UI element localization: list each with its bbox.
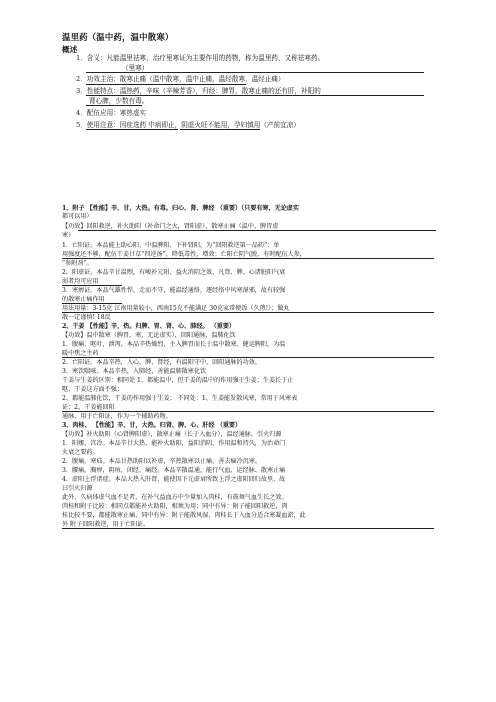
- text-underline: [62, 357, 434, 358]
- text-underline: [62, 312, 434, 313]
- overview-underline: [86, 84, 246, 85]
- text-line: 2．阳虚证。本品辛甘温煦，有峻补元阳、益火消阴之效，凡肾、脾、心诸脏阳气衰: [62, 269, 286, 276]
- text-line: 干姜与生姜的区别：相同处 1、都能温中，但干姜的温中的作用强于生姜；生姜长于止: [62, 377, 294, 384]
- text-line: 寒）: [62, 232, 75, 239]
- text-line: “参附剂”。: [62, 260, 93, 267]
- text-line: 3、肉桂、 【性能】辛、甘，大热。归肾、脾、心、肝经 （重要）: [62, 422, 242, 429]
- text-line: 3．寒饮喘咳。本品辛热，入肺经，善能温肺散寒化饮: [62, 368, 207, 375]
- page-title: 温里药（温中药，温中散寒）: [62, 32, 174, 42]
- text-line: 1．阳痿，宫冷。本品辛甘大热，能补火助阳，益阳消阴，作用温和持久，为治命门: [62, 440, 286, 447]
- section-heading-overview: 概述: [62, 45, 78, 54]
- text-underline: [62, 528, 434, 529]
- overview-underline: [86, 95, 424, 96]
- text-underline: [62, 411, 434, 412]
- text-underline: [78, 230, 436, 231]
- overview-underline: [86, 129, 178, 130]
- text-line: 【功效】温中散寒（脾胃，寒，无论虚实），回阳通脉，温肺化饮: [62, 332, 236, 339]
- overview-underline: [180, 129, 260, 130]
- text-line: 用强度还不够，配伍干姜甘草“四逆汤”，降低毒性，增效；亡阳亡阴气脱，有时配伍人参，: [62, 251, 306, 258]
- overview-item-1-cont: （里寒）: [122, 64, 149, 72]
- text-line: 1．腹痛，呕吐，泄泻。本品辛热燥烈，主入脾胃而长于温中散寒、健运脾阳，为温: [62, 341, 286, 348]
- text-line: 2．亡阳证。本品辛热，入心、脾、肾经，有温阳守中，回阳通脉的功效。: [62, 359, 261, 366]
- text-line: 3．寒痹证。本品气雄性悍，走而不守，能温经通络，逐经络中风寒湿邪，故有较强: [62, 287, 286, 294]
- text-underline: [62, 303, 122, 304]
- text-line: 呕，干姜这方面不强；: [62, 386, 123, 393]
- text-line: 散一定谨慎! 18反: [62, 314, 111, 321]
- text-line: 2．腹痛，寒疝。本品甘热助阳以补虚，辛热散寒以止痛，善去痼冷沉寒。: [62, 458, 261, 465]
- overview-underline: [86, 105, 142, 106]
- text-line: 3．腰痛，胸痹，阴疽，闭经，痛经。本品辛散温通，能行气血、运经脉、散寒止痛: [62, 467, 286, 474]
- text-line: 2、干姜 【性能】辛，热。归脾、胃、肾、心、肺经。 （重要）: [62, 323, 236, 330]
- overview-item-3-cont: 肾心脾，少数有毒。: [89, 97, 149, 105]
- overview-underline: [86, 72, 424, 73]
- text-line: 4．虚阳上浮诸症。本品大热入肝肾，能使因下元虚衰所致上浮之虚阳回归故里，故: [62, 476, 286, 483]
- text-line: 曰引火归源: [62, 485, 93, 492]
- text-line: 的散寒止痛作用: [62, 296, 105, 303]
- overview-item-5: 5．使用注意：因症选药 中病即止，阴虚火旺不能用，孕妇慎用（产前宜凉）: [76, 121, 300, 129]
- text-line: 【功效】补火助阳（心肾脾阳虚），散寒止痛（长于入血分），温经通脉，引火归源: [62, 431, 282, 438]
- text-line: 外 附子回阳救逆，用于亡阳证。: [62, 521, 150, 528]
- text-line: 1、附子 【性能】辛、甘，大热。有毒。归心、肾、脾经 （重要）（只要有寒，无论虚实: [62, 205, 299, 212]
- text-underline: [62, 285, 122, 286]
- text-line: 证；2、干姜能回阳: [62, 404, 115, 411]
- text-line: 桂比较不要，都能散寒止痛，同中有异：附子能散风湿，肉桂长于入血分适合寒凝血淤，此: [62, 512, 306, 519]
- text-line: 通脉，用于亡阳证，作为一个辅助药物。: [62, 413, 172, 420]
- text-line: 1．亡阳证。本品能上助心阳、中温脾阳、下补肾阳，为“回阳救逆第一品药”；单: [62, 242, 280, 249]
- overview-item-1: 1．含义：凡能温里祛寒，治疗里寒证为主要作用的药物，称为温里药，又称祛寒药。: [76, 54, 325, 62]
- text-line: 暖中焦之主药: [62, 350, 99, 357]
- text-line: 肉桂和附子比较：相同点都能补火助阳，相须为用；同中有异：附子能回阳救逆，肉: [62, 503, 288, 510]
- text-line: 2、都能温肺化饮，干姜的作用强于生姜； 不同处：1、生姜能发散风寒，常用于风寒表: [62, 395, 298, 402]
- text-line: 用法用量：3-15克 江南用量较小，西南15克不能满足 30克家常便饭（久煎!）；做丸: [62, 305, 290, 312]
- text-line: 此外，久病体虚气血不足者，在补气益血方中少量加入肉桂，有鼓舞气血生长之效。: [62, 494, 288, 501]
- text-line: 弱者均可应用: [62, 278, 99, 285]
- text-underline: [62, 258, 434, 259]
- overview-item-3: 3．性能特点：温热药，辛味（辛辣芳香），归经：脾胃，散寒止痛的还有肝，补阳的: [76, 87, 321, 95]
- overview-item-2: 2．功效主治：散寒止痛（温中散寒，温中止痛，温经散寒，温经止痛）: [76, 75, 285, 83]
- overview-item-4: 4．配伍应用：寒热虚实: [76, 109, 147, 117]
- text-line: 【功效】回阳救逆，补火助阳（补命门之火，肾阳虚），散寒止痛（温中，脾胃虚: [62, 223, 279, 230]
- text-line: 都可以用）: [62, 213, 93, 220]
- text-line: 火衰之要药。: [62, 449, 99, 456]
